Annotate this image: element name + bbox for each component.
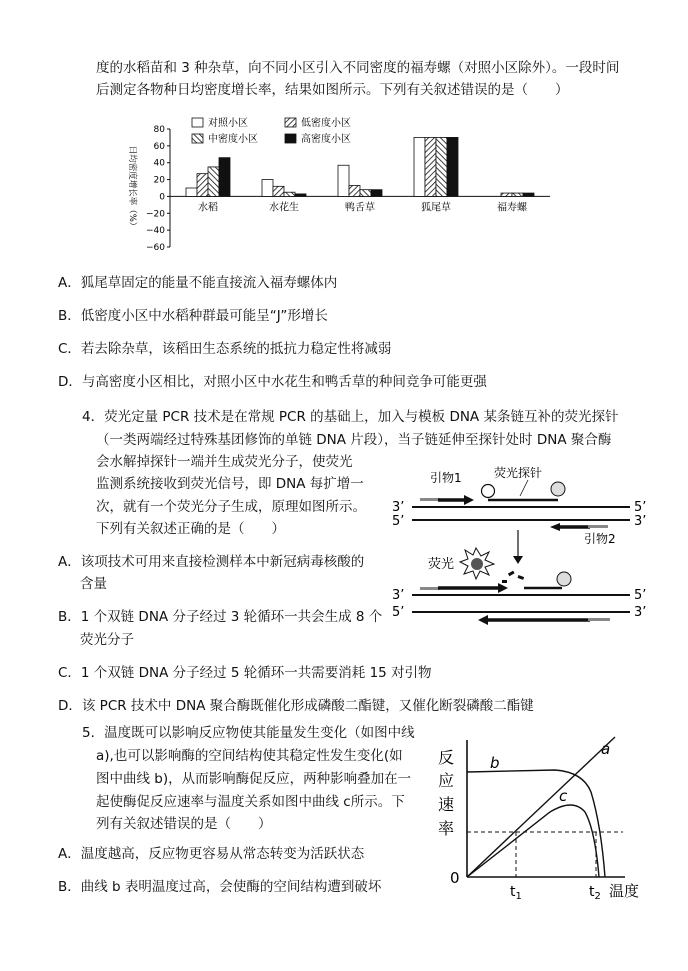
q4-option-c: C．1 个双链 DNA 分子经过 5 轮循环一共需要消耗 15 对引物 [58,665,432,681]
bar [371,190,382,197]
q3-stem-line2: 后测定各物种日均密度增长率，结果如图所示。下列有关叙述错误的是（ ） [96,82,569,98]
fluorophore-icon [471,558,483,570]
bar [349,185,360,196]
y-axis-label: 反 [438,748,455,767]
down-arrow-icon [513,556,523,564]
q4-option-b2: 荧光分子 [80,632,134,648]
bar [436,137,447,196]
y-tick-label: −20 [146,209,165,220]
q4-line3: 会水解掉探针一端并生成荧光分子，使荧光 [96,454,353,470]
q3-stem-line1: 度的水稻苗和 3 种杂草，向不同小区引入不同密度的福寿螺（对照小区除外）。一段时间 [96,60,620,76]
q5-line2: a),也可以影响酶的空间结构使其稳定性发生变化(如 [96,748,403,764]
bar [414,137,425,196]
legend-label: 中密度小区 [208,134,258,145]
q4-option-d: D．该 PCR 技术中 DNA 聚合酶既催化形成磷酸二酯键，又催化断裂磷酸二酯键 [58,698,534,714]
quencher-icon [557,572,571,586]
q5-line4: 起使酶促反应速率与温度关系如图中曲线 c所示。下 [96,794,405,810]
bar [186,188,197,196]
end-label: 3’ [392,500,405,515]
end-label: 3’ [634,514,647,529]
y-axis-label: 日均密度增长率（%） [127,145,137,231]
curve-c [467,805,599,877]
y-tick-label: 60 [153,141,165,152]
x-category-label: 水稻 [198,202,218,214]
bar [273,186,284,196]
bar [360,190,371,197]
q4-option-a2: 含量 [80,576,107,592]
primer2-tail [588,525,608,528]
bar [208,167,219,197]
end-label: 5’ [392,514,405,529]
bar [284,192,295,196]
y-axis-label: 应 [438,771,455,790]
q4-line5: 次，就有一个荧光分子生成，原理如图所示。 [96,499,366,515]
bar [197,174,208,197]
q5-line5: 列有关叙述错误的是（ ） [96,816,272,832]
primer2-arrow-icon [550,523,560,531]
legend-swatch [192,118,203,127]
quencher-icon [551,482,565,496]
rate-temperature-graph [425,730,675,915]
primer1-tail [420,498,440,501]
q4-line6: 下列有关叙述正确的是（ ） [96,521,285,537]
y-tick-label: −40 [146,226,165,237]
q4-option-b1: B．1 个双链 DNA 分子经过 3 轮循环一共会生成 8 个 [58,609,383,625]
y-tick-label: 0 [159,192,165,203]
bar [512,193,523,196]
x-category-label: 狐尾草 [421,202,451,214]
bar [501,193,512,196]
origin-label: 0 [450,869,460,887]
reverse-arrow-icon [478,615,488,625]
y-tick-label: 40 [153,158,165,169]
legend-swatch [285,134,296,143]
x-axis-label: 温度 [609,882,640,900]
y-tick-label: 20 [153,175,165,186]
curve-c-label: c [559,787,568,805]
bar [262,180,273,197]
end-label: 3’ [634,605,647,620]
fluorescence-label: 荧光 [428,557,455,572]
q5-option-a: A．温度越高，反应物更容易从常态转变为活跃状态 [58,846,365,862]
legend-swatch [285,118,296,127]
t1-label: $t_1$ [510,884,522,902]
end-label: 5’ [392,605,405,620]
q5-line1: 5．温度既可以影响反应物使其能量发生变化（如图中线 [82,725,415,741]
bar-chart [120,112,680,262]
extension-arrow-icon [498,583,508,593]
end-label: 5’ [634,500,647,515]
legend-swatch [192,134,203,143]
x-category-label: 福寿螺 [497,202,527,214]
legend-label: 高密度小区 [301,134,351,145]
curve-a-label: a [601,740,611,758]
primer1-label: 引物1 [430,471,462,485]
end-label: 3’ [392,588,405,603]
primer2-label: 引物2 [584,532,616,546]
y-tick-label: 80 [153,125,165,135]
q3-option-b: B．低密度小区中水稻种群最可能呈“J”形增长 [58,308,328,324]
bar [425,137,436,196]
bar [295,194,306,197]
bar [523,193,534,196]
curve-b-label: b [490,754,500,772]
x-category-label: 鸭舌草 [345,202,375,214]
q4-option-a1: A．该项技术可用来直接检测样本中新冠病毒核酸的 [58,554,365,570]
bar [447,137,458,196]
q3-option-d: D．与高密度小区相比，对照小区中水花生和鸭舌草的种间竞争可能更强 [58,374,487,390]
q4-line4: 监测系统接收到荧光信号，即 DNA 每扩增一 [96,476,364,492]
y-tick-label: −60 [146,243,165,253]
x-category-label: 水花生 [269,202,299,214]
t2-label: $t_2$ [589,884,601,902]
y-axis-label: 速 [438,795,455,814]
y-axis-label: 率 [438,819,455,838]
reporter-icon [482,485,495,498]
probe-label: 荧光探针 [494,466,543,480]
end-label: 5’ [634,588,647,603]
q4-line2: （一类两端经过特殊基团修饰的单链 DNA 片段），当子链延伸至探针处时 DNA 聚合酶 [96,432,612,448]
q5-line3: 图中曲线 b)，从而影响酶促反应，两种影响叠加在一 [96,771,412,787]
q3-option-a: A．狐尾草固定的能量不能直接流入福寿螺体内 [58,275,338,291]
q5-option-b: B．曲线 b 表明温度过高，会使酶的空间结构遭到破坏 [58,879,382,895]
q3-option-c: C．若去除杂草，该稻田生态系统的抵抗力稳定性将减弱 [58,341,392,357]
legend-label: 低密度小区 [301,118,351,129]
legend-label: 对照小区 [208,118,248,129]
bar [338,165,349,196]
bar [219,158,230,197]
q4-line1: 4．荧光定量 PCR 技术是在常规 PCR 的基础上，加入与模板 DNA 某条链互补的荧光探针 [82,409,619,425]
primer1-arrow-icon [464,495,474,505]
pcr-diagram [390,460,660,655]
